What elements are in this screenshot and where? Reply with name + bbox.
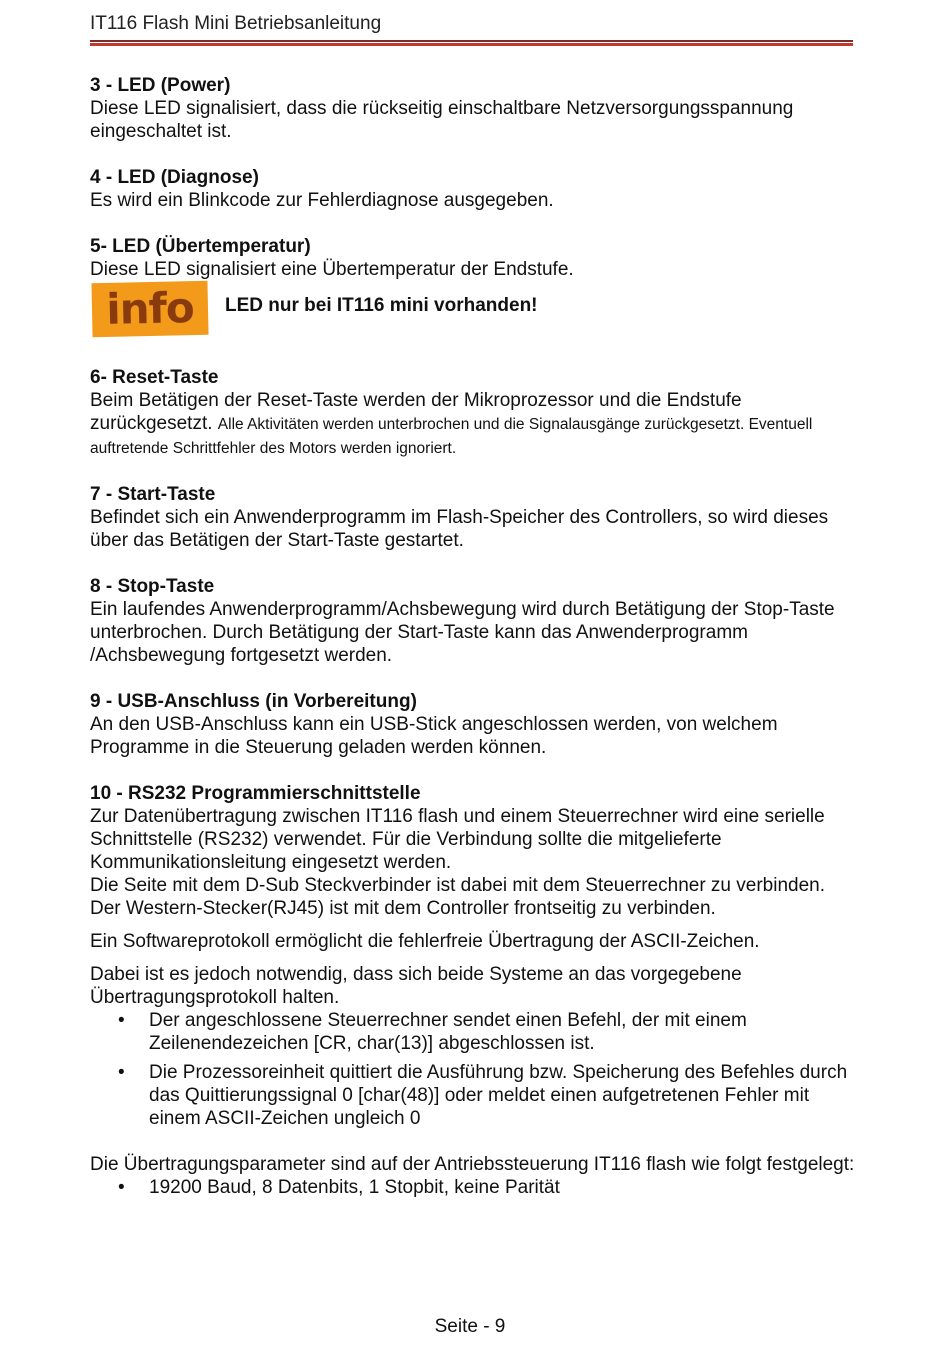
section-body: An den USB-Anschluss kann ein USB-Stick angeschlossen werden, von welchem Programme in die Steuerung geladen werden können.	[90, 714, 778, 758]
section-body: Diese LED signalisiert, dass die rückseitig einschaltbare Netzversorgungsspannung eingeschaltet ist.	[90, 98, 794, 142]
section-heading: 4 - LED (Diagnose)	[90, 167, 259, 188]
section-led-temperature	[90, 235, 860, 281]
info-badge-label: info	[105, 283, 195, 334]
page-content	[90, 74, 860, 1199]
paragraph: Die Übertragungsparameter sind auf der Antriebssteuerung IT116 flash wie folgt festgelegt:	[90, 1154, 855, 1175]
section-usb	[90, 690, 860, 759]
list-item	[90, 1176, 860, 1199]
page-number: Seite - 9	[434, 1316, 506, 1337]
section-body: Diese LED signalisiert eine Übertemperatur der Endstufe.	[90, 259, 574, 280]
section-heading: 3 - LED (Power)	[90, 75, 231, 96]
parameter-list	[90, 1176, 860, 1199]
paragraph: Die Seite mit dem D-Sub Steckverbinder ist dabei mit dem Steuerrechner zu verbinden. Der Western-Stecker(RJ45) ist mit dem Controller frontseitig zu verbinden.	[90, 875, 826, 919]
section-heading: 7 - Start-Taste	[90, 484, 216, 505]
section-heading: 6- Reset-Taste	[90, 367, 219, 388]
bullet-icon: •	[118, 1062, 125, 1083]
page-header-title: IT116 Flash Mini Betriebsanleitung	[90, 13, 382, 34]
list-item-text: 19200 Baud, 8 Datenbits, 1 Stopbit, keine Parität	[149, 1177, 560, 1198]
info-icon	[91, 281, 208, 337]
paragraph: Ein Softwareprotokoll ermöglicht die fehlerfreie Übertragung der ASCII-Zeichen.	[90, 931, 760, 952]
section-body-main: Beim Betätigen der Reset-Taste werden der Mikroprozessor und die Endstufe zurückgesetzt.	[90, 390, 742, 434]
paragraph: Zur Datenübertragung zwischen IT116 flash und einem Steuerrechner wird eine serielle Schnittstelle (RS232) verwendet. Für die Verbindung sollte die mitgelieferte Kommunikationsleitung eingesetzt werden.	[90, 806, 825, 873]
section-start	[90, 483, 860, 552]
section-heading: 5- LED (Übertemperatur)	[90, 236, 311, 257]
list-item	[90, 1009, 860, 1055]
bullet-icon: •	[118, 1177, 125, 1198]
section-body-small: Alle Aktivitäten werden unterbrochen und die Signalausgänge zurückgesetzt. Eventuell auftretende Schrittfehler des Motors werden ignoriert.	[90, 416, 813, 457]
header-rule-red	[90, 43, 853, 46]
section-body	[90, 389, 860, 460]
protocol-list	[90, 1009, 860, 1130]
section-body: Ein laufendes Anwenderprogramm/Achsbewegung wird durch Betätigung der Stop-Taste unterbrochen. Durch Betätigung der Start-Taste kann das Anwenderprogramm /Achsbewegung fortgesetzt werden.	[90, 599, 835, 666]
header-rule-dark	[90, 40, 853, 42]
bullet-icon: •	[118, 1010, 125, 1031]
info-note-text: LED nur bei IT116 mini vorhanden!	[225, 295, 538, 316]
section-led-diagnose	[90, 166, 860, 212]
list-item	[90, 1061, 860, 1130]
section-body: Es wird ein Blinkcode zur Fehlerdiagnose ausgegeben.	[90, 190, 554, 211]
info-note	[90, 282, 860, 342]
section-led-power	[90, 74, 860, 143]
section-heading: 10 - RS232 Programmierschnittstelle	[90, 783, 421, 804]
section-heading: 8 - Stop-Taste	[90, 576, 215, 597]
section-stop	[90, 575, 860, 667]
section-reset	[90, 366, 860, 460]
list-item-text: Die Prozessoreinheit quittiert die Ausführung bzw. Speicherung des Befehles durch das Quittierungssignal 0 [char(48)] oder meldet einen aufgetretenen Fehler mit einem ASCII-Zeichen ungleich 0	[149, 1062, 848, 1129]
section-body: Befindet sich ein Anwenderprogramm im Flash-Speicher des Controllers, so wird dieses über das Betätigen der Start-Taste gestartet.	[90, 507, 829, 551]
section-heading: 9 - USB-Anschluss (in Vorbereitung)	[90, 691, 417, 712]
paragraph: Dabei ist es jedoch notwendig, dass sich beide Systeme an das vorgegebene Übertragungsprotokoll halten.	[90, 964, 742, 1008]
list-item-text: Der angeschlossene Steuerrechner sendet einen Befehl, der mit einem Zeilenendezeichen [CR, char(13)] abgeschlossen ist.	[149, 1010, 747, 1054]
section-rs232	[90, 782, 860, 1199]
